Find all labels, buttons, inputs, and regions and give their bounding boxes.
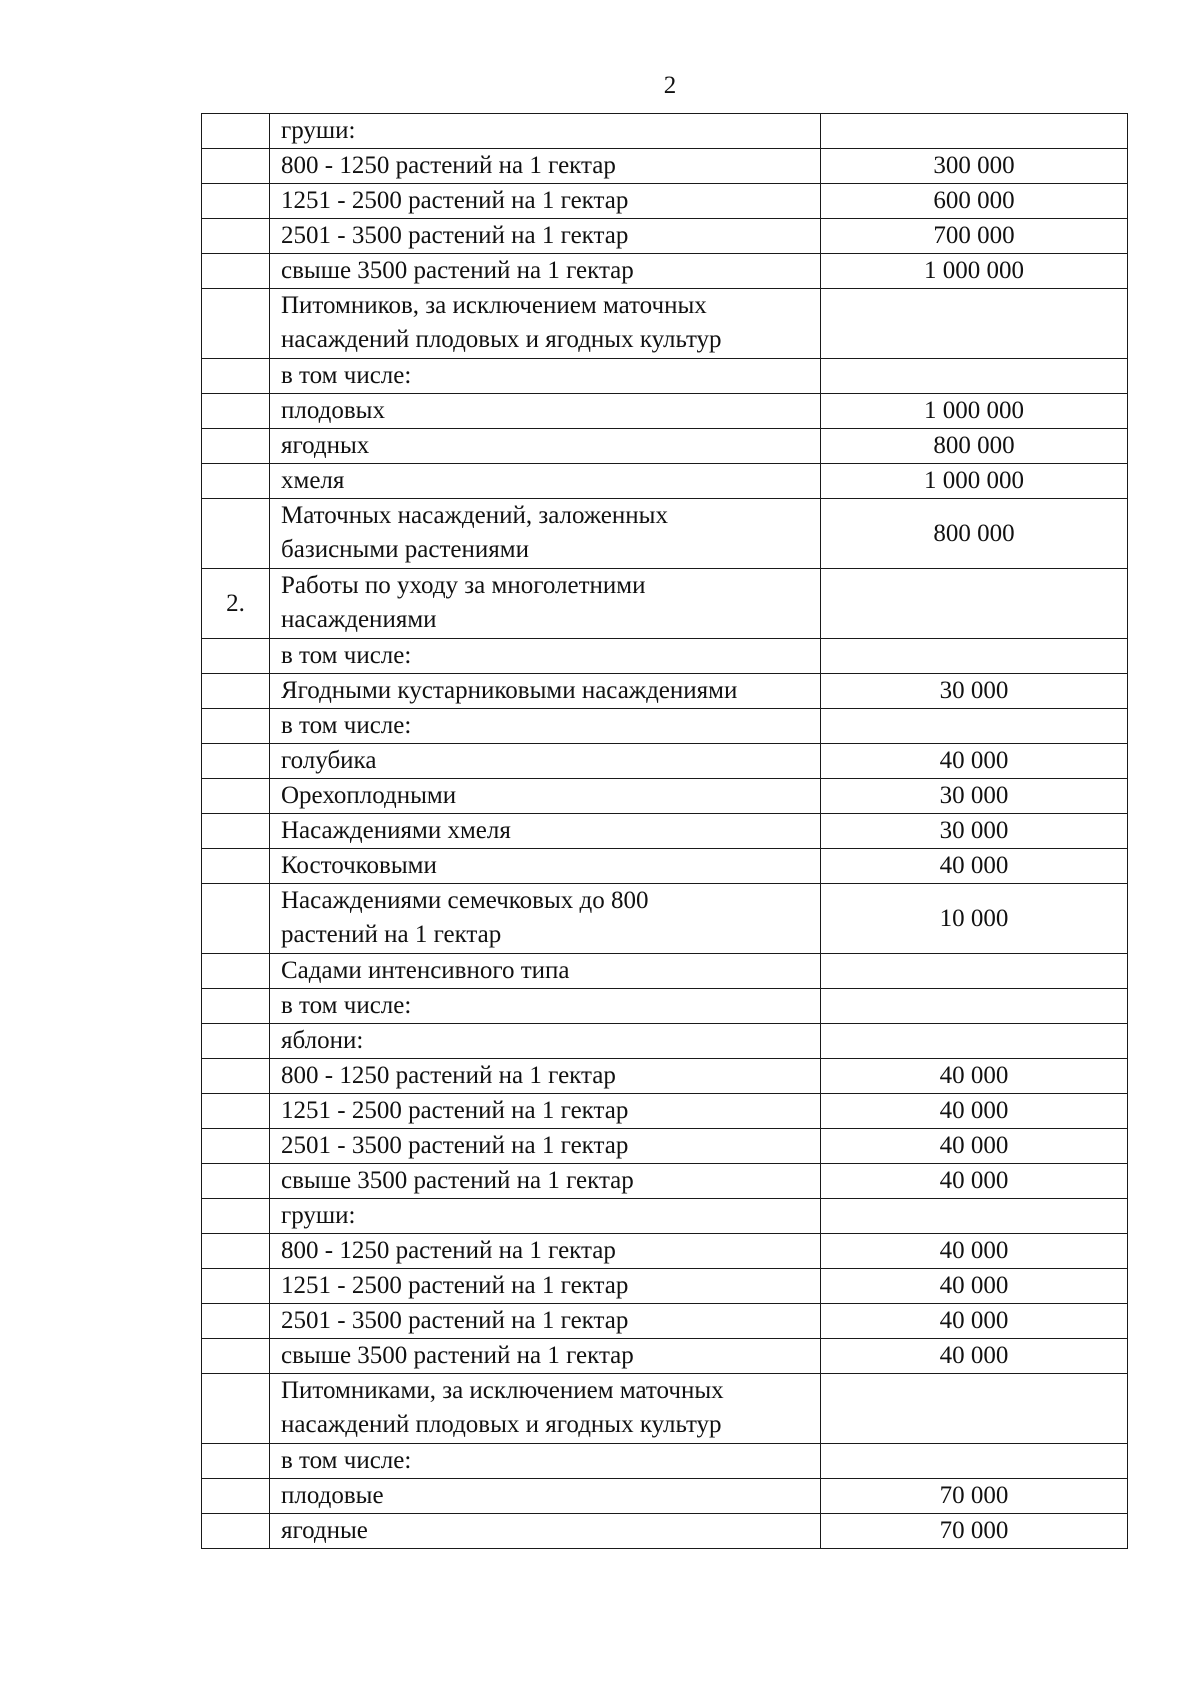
table-row [202,1164,1128,1199]
row-value-cell: 1 000 000 [821,254,1128,289]
row-number-cell [202,1339,270,1374]
row-number-cell [202,1269,270,1304]
row-description-cell: свыше 3500 растений на 1 гектар [270,1164,821,1199]
row-number-cell [202,464,270,499]
row-description-cell: в том числе: [270,989,821,1024]
table-row [202,1234,1128,1269]
row-value-cell: 40 000 [821,1269,1128,1304]
row-value-cell: 30 000 [821,814,1128,849]
row-number-cell [202,884,270,954]
row-value-cell: 1 000 000 [821,464,1128,499]
row-value-cell: 70 000 [821,1479,1128,1514]
row-value-cell: 800 000 [821,429,1128,464]
row-value-cell [821,1444,1128,1479]
row-description-cell: свыше 3500 растений на 1 гектар [270,1339,821,1374]
table-row [202,674,1128,709]
table-row [202,429,1128,464]
row-value-cell [821,569,1128,639]
table-row [202,359,1128,394]
row-description-cell: 800 - 1250 растений на 1 гектар [270,149,821,184]
row-description-cell: груши: [270,114,821,149]
row-description-cell: Работы по уходу за многолетними насаждениями [270,569,821,639]
row-value-cell: 600 000 [821,184,1128,219]
table-row [202,814,1128,849]
row-number-cell [202,1444,270,1479]
row-value-cell: 70 000 [821,1514,1128,1549]
row-description-cell: ягодные [270,1514,821,1549]
table-row [202,1479,1128,1514]
table-row [202,499,1128,569]
row-number-cell [202,1024,270,1059]
table-body [202,114,1128,1549]
row-description-cell: груши: [270,1199,821,1234]
table-row [202,1269,1128,1304]
row-number-cell [202,1129,270,1164]
table-row [202,1094,1128,1129]
table-row [202,989,1128,1024]
row-value-cell: 40 000 [821,1129,1128,1164]
row-description-cell: 2501 - 3500 растений на 1 гектар [270,219,821,254]
row-description-cell: свыше 3500 растений на 1 гектар [270,254,821,289]
row-description-cell: в том числе: [270,709,821,744]
row-value-cell: 1 000 000 [821,394,1128,429]
row-description-cell: Косточковыми [270,849,821,884]
table-row [202,1374,1128,1444]
row-description-cell: 2501 - 3500 растений на 1 гектар [270,1129,821,1164]
row-description-cell: в том числе: [270,639,821,674]
row-number-cell [202,394,270,429]
table-row [202,1304,1128,1339]
row-value-cell: 300 000 [821,149,1128,184]
table-row [202,149,1128,184]
table-row [202,114,1128,149]
table-row [202,569,1128,639]
row-value-cell: 40 000 [821,1164,1128,1199]
table-row [202,639,1128,674]
row-number-cell [202,1234,270,1269]
table-row [202,1444,1128,1479]
table-row [202,1514,1128,1549]
row-value-cell [821,709,1128,744]
row-description-cell: Питомниками, за исключением маточных насаждений плодовых и ягодных культур [270,1374,821,1444]
table-row [202,1339,1128,1374]
table-row [202,709,1128,744]
row-value-cell [821,954,1128,989]
row-value-cell [821,989,1128,1024]
row-description-cell: яблони: [270,1024,821,1059]
row-description-cell: 800 - 1250 растений на 1 гектар [270,1234,821,1269]
table-row [202,884,1128,954]
row-description-cell: Садами интенсивного типа [270,954,821,989]
row-description-cell: в том числе: [270,359,821,394]
table-row [202,1024,1128,1059]
table-row [202,219,1128,254]
row-value-cell: 40 000 [821,744,1128,779]
row-value-cell: 40 000 [821,1094,1128,1129]
row-value-cell: 40 000 [821,1234,1128,1269]
table-row [202,254,1128,289]
row-number-cell [202,849,270,884]
row-description-cell: 800 - 1250 растений на 1 гектар [270,1059,821,1094]
table-row [202,779,1128,814]
row-number-cell [202,1374,270,1444]
row-description-cell: плодовые [270,1479,821,1514]
row-description-cell: в том числе: [270,1444,821,1479]
row-value-cell: 30 000 [821,674,1128,709]
row-description-cell: 1251 - 2500 растений на 1 гектар [270,1269,821,1304]
table-row [202,464,1128,499]
row-number-cell [202,1164,270,1199]
table-row [202,184,1128,219]
row-value-cell [821,114,1128,149]
row-number-cell [202,1199,270,1234]
row-number-cell [202,254,270,289]
row-description-cell: плодовых [270,394,821,429]
table-row [202,744,1128,779]
row-value-cell [821,359,1128,394]
row-value-cell: 30 000 [821,779,1128,814]
row-number-cell [202,114,270,149]
row-number-cell [202,1094,270,1129]
row-value-cell [821,1199,1128,1234]
row-value-cell [821,1024,1128,1059]
row-number-cell [202,814,270,849]
row-value-cell: 800 000 [821,499,1128,569]
row-description-cell: ягодных [270,429,821,464]
row-value-cell: 700 000 [821,219,1128,254]
row-number-cell: 2. [202,569,270,639]
row-number-cell [202,289,270,359]
row-description-cell: голубика [270,744,821,779]
row-description-cell: Насаждениями хмеля [270,814,821,849]
row-number-cell [202,1514,270,1549]
row-value-cell [821,289,1128,359]
row-number-cell [202,359,270,394]
table-row [202,954,1128,989]
row-value-cell: 10 000 [821,884,1128,954]
row-number-cell [202,499,270,569]
row-number-cell [202,1304,270,1339]
row-number-cell [202,1059,270,1094]
row-number-cell [202,639,270,674]
row-description-cell: 2501 - 3500 растений на 1 гектар [270,1304,821,1339]
page-number: 2 [663,72,677,99]
row-description-cell: 1251 - 2500 растений на 1 гектар [270,184,821,219]
row-value-cell: 40 000 [821,1059,1128,1094]
row-number-cell [202,709,270,744]
row-value-cell: 40 000 [821,1304,1128,1339]
row-number-cell [202,779,270,814]
row-description-cell: Орехоплодными [270,779,821,814]
row-number-cell [202,989,270,1024]
row-number-cell [202,219,270,254]
row-value-cell: 40 000 [821,849,1128,884]
row-number-cell [202,954,270,989]
table-row [202,394,1128,429]
row-number-cell [202,674,270,709]
row-description-cell: Ягодными кустарниковыми насаждениями [270,674,821,709]
row-value-cell [821,1374,1128,1444]
row-description-cell: Питомников, за исключением маточных насаждений плодовых и ягодных культур [270,289,821,359]
table-row [202,1059,1128,1094]
row-number-cell [202,744,270,779]
row-description-cell: хмеля [270,464,821,499]
row-description-cell: 1251 - 2500 растений на 1 гектар [270,1094,821,1129]
rates-table [201,113,1128,1549]
row-value-cell: 40 000 [821,1339,1128,1374]
row-number-cell [202,184,270,219]
table-row [202,849,1128,884]
row-value-cell [821,639,1128,674]
table-row [202,1199,1128,1234]
table-row [202,289,1128,359]
row-number-cell [202,1479,270,1514]
row-description-cell: Маточных насаждений, заложенных базисными растениями [270,499,821,569]
row-number-cell [202,429,270,464]
row-description-cell: Насаждениями семечковых до 800 растений на 1 гектар [270,884,821,954]
table-row [202,1129,1128,1164]
row-number-cell [202,149,270,184]
